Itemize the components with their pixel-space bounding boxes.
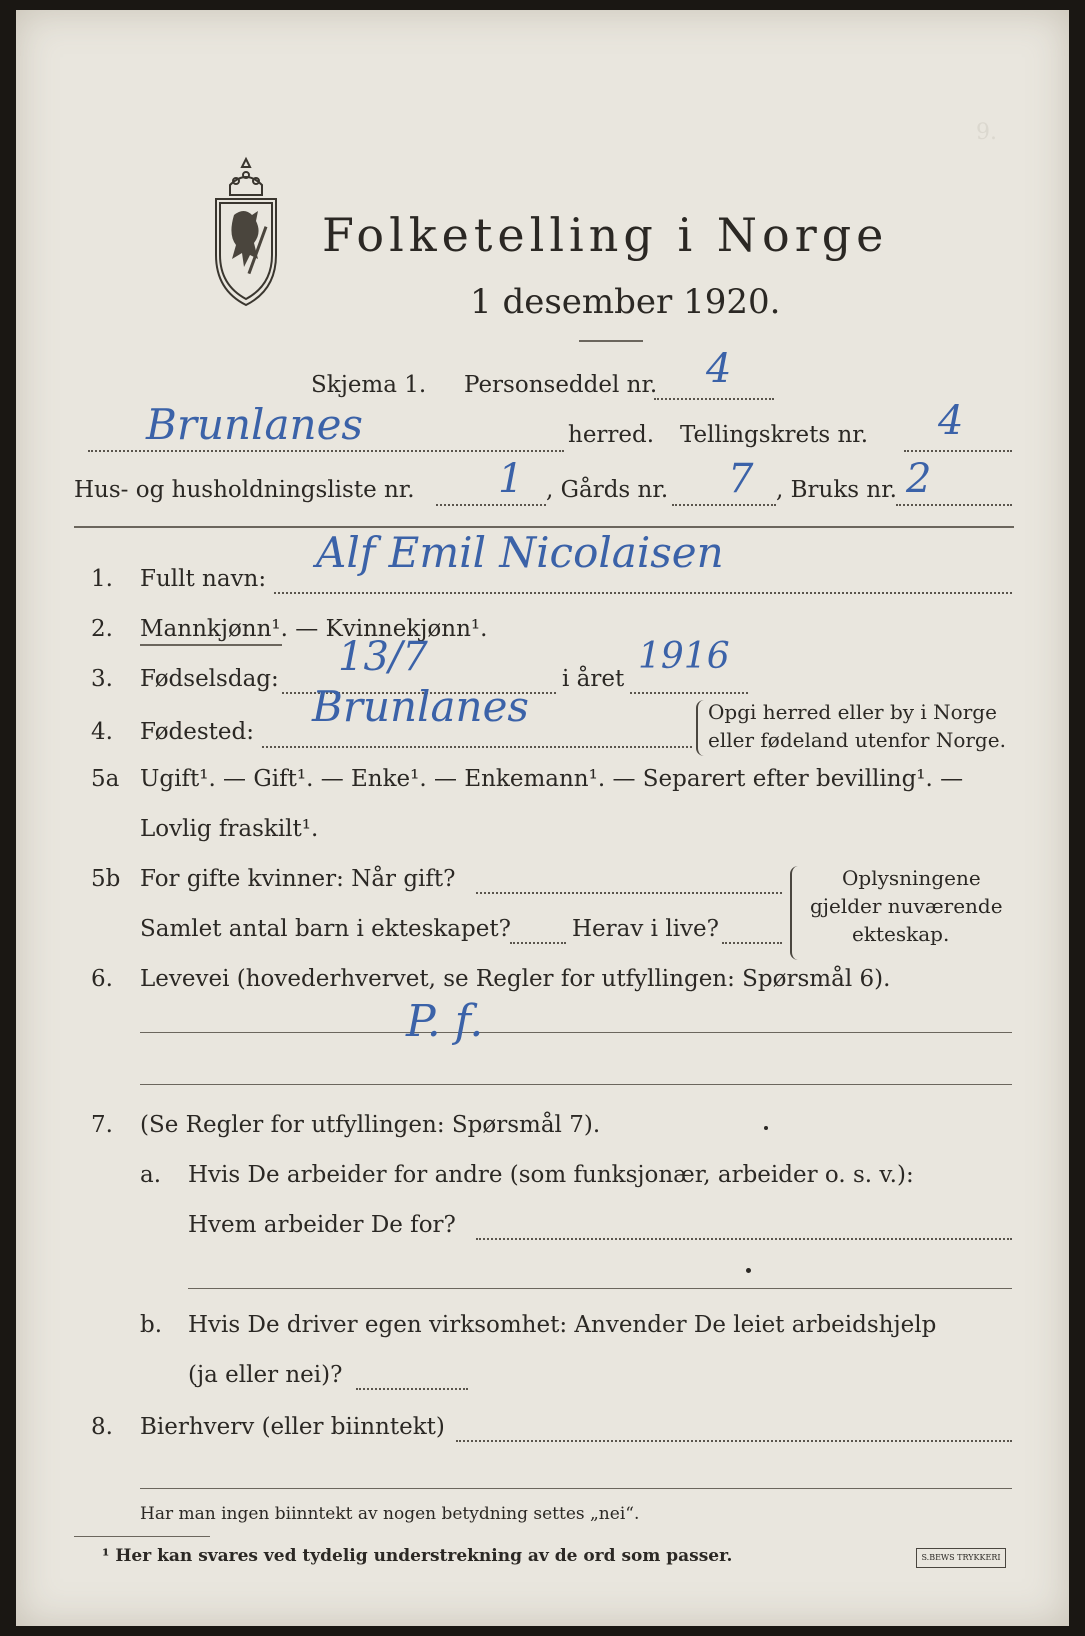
- herred-value[interactable]: Brunlanes: [146, 400, 363, 449]
- q5a-number: 5a: [91, 766, 120, 792]
- q4-note-line1: Opgi herred eller by i Norge: [708, 700, 997, 724]
- q4-note-line2: eller fødeland utenfor Norge.: [708, 728, 1006, 752]
- q4-label: Fødested:: [140, 719, 255, 745]
- form-date: 1 desember 1920.: [470, 282, 781, 322]
- tellingskrets-value[interactable]: 4: [938, 398, 964, 444]
- q2-number: 2.: [91, 616, 113, 642]
- q7-label: (Se Regler for utfyllingen: Spørsmål 7).: [140, 1112, 601, 1138]
- bruks-line: [896, 504, 1012, 506]
- q2-label: Mannkjønn¹. — Kvinnekjønn¹.: [140, 616, 488, 642]
- q1-value[interactable]: Alf Emil Nicolaisen: [316, 528, 724, 577]
- personseddel-label: Personseddel nr.: [464, 372, 658, 398]
- coat-of-arms-icon: [206, 155, 286, 315]
- q4-line: [262, 746, 692, 748]
- q8-note: Har man ingen biinntekt av nogen betydning settes „nei“.: [140, 1504, 640, 1524]
- q7b-number: b.: [140, 1312, 163, 1338]
- q4-brace: [696, 700, 704, 756]
- q1-number: 1.: [91, 566, 113, 592]
- footnote-divider: [74, 1536, 210, 1537]
- q5b-married-line: [476, 892, 782, 894]
- q2-underline: [140, 644, 282, 646]
- q7a-line: [476, 1238, 1012, 1240]
- q7a-line1: Hvis De arbeider for andre (som funksjonær, arbeider o. s. v.):: [188, 1162, 914, 1188]
- q3-number: 3.: [91, 666, 113, 692]
- personseddel-value[interactable]: 4: [706, 346, 732, 392]
- herred-label: herred.: [568, 422, 655, 448]
- q5b-note-line2: gjelder nuværende: [810, 894, 1003, 918]
- bruks-label: , Bruks nr.: [776, 477, 897, 503]
- q5b-children-label: Samlet antal barn i ekteskapet?: [140, 916, 511, 942]
- q6-line2: [140, 1084, 1012, 1085]
- schema-label: Skjema 1.: [311, 372, 427, 398]
- q4-value[interactable]: Brunlanes: [312, 682, 529, 731]
- q7b-line2: (ja eller nei)?: [188, 1362, 343, 1388]
- q5b-note-line3: ekteskap.: [852, 922, 950, 946]
- footnote: ¹ Her kan svares ved tydelig understrekning av de ord som passer.: [102, 1546, 733, 1566]
- q5b-number: 5b: [91, 866, 121, 892]
- q5b-alive-label: Herav i live?: [572, 916, 719, 942]
- q3-year-line: [630, 692, 748, 694]
- bruks-value[interactable]: 2: [906, 456, 932, 502]
- bleed-through-text: 9.: [976, 120, 997, 145]
- q7a-line2: Hvem arbeider De for?: [188, 1212, 456, 1238]
- hus-value[interactable]: 1: [498, 456, 524, 502]
- census-form: [16, 10, 1069, 1626]
- q5a-line2: Lovlig fraskilt¹.: [140, 816, 319, 842]
- tellingskrets-label: Tellingskrets nr.: [680, 422, 869, 448]
- tellingskrets-line: [904, 450, 1012, 452]
- ink-dot: [764, 1126, 768, 1130]
- personseddel-line: [654, 398, 774, 400]
- q8-label: Bierhverv (eller biinntekt): [140, 1414, 445, 1440]
- q5b-line1: For gifte kvinner: Når gift?: [140, 866, 456, 892]
- q6-line1: [140, 1032, 1012, 1033]
- ink-dot: [746, 1268, 751, 1273]
- q5b-brace: [790, 866, 798, 960]
- q6-label: Levevei (hovederhvervet, se Regler for utfyllingen: Spørsmål 6).: [140, 966, 891, 992]
- q5b-alive-line: [722, 942, 782, 944]
- herred-line: [88, 450, 564, 452]
- gards-line: [672, 504, 776, 506]
- q3-label: Fødselsdag:: [140, 666, 279, 692]
- hus-label: Hus- og husholdningsliste nr.: [74, 477, 415, 503]
- q8-line: [456, 1440, 1012, 1442]
- q6-number: 6.: [91, 966, 113, 992]
- q7b-line1: Hvis De driver egen virksomhet: Anvender De leiet arbeidshjelp: [188, 1312, 937, 1338]
- q5b-children-line: [510, 942, 566, 944]
- q5b-note-line1: Oplysningene: [842, 866, 981, 890]
- form-title: Folketelling i Norge: [322, 208, 889, 262]
- title-divider: [579, 340, 643, 342]
- hus-line: [436, 504, 546, 506]
- q5a-line1: Ugift¹. — Gift¹. — Enke¹. — Enkemann¹. — Separert efter bevilling¹. —: [140, 766, 964, 792]
- q8-number: 8.: [91, 1414, 113, 1440]
- q7-number: 7.: [91, 1112, 113, 1138]
- q7a-extra-line: [188, 1288, 1012, 1289]
- q7b-line: [356, 1388, 468, 1390]
- q3-year-value[interactable]: 1916: [638, 636, 730, 677]
- q3-value[interactable]: 13/7: [338, 634, 428, 680]
- printer-stamp: S.BEWS TRYKKERI: [916, 1548, 1006, 1568]
- gards-value[interactable]: 7: [728, 456, 754, 502]
- q3-year-label: i året: [562, 666, 625, 692]
- q1-line: [274, 592, 1012, 594]
- q8-extra-line: [140, 1488, 1012, 1489]
- q4-number: 4.: [91, 719, 113, 745]
- q7a-number: a.: [140, 1162, 162, 1188]
- gards-label: , Gårds nr.: [546, 477, 669, 503]
- q1-label: Fullt navn:: [140, 566, 267, 592]
- q6-value[interactable]: P. f.: [406, 996, 484, 1047]
